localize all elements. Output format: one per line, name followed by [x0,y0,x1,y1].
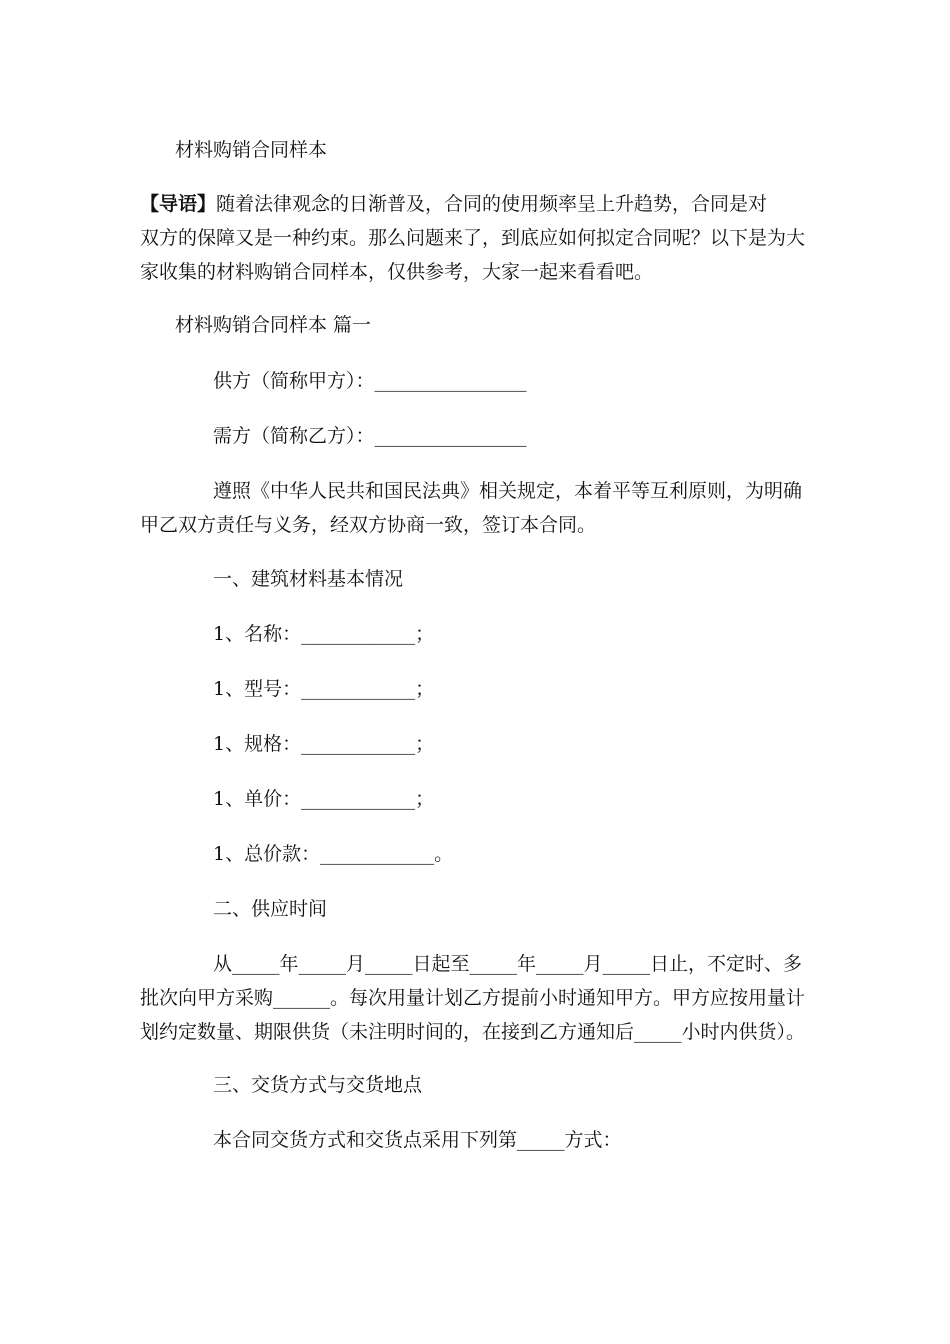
intro-line-1 [140,191,810,217]
clause3-heading: 三、交货方式与交货地点 [213,1074,423,1096]
document-title: 材料购销合同样本 [175,139,328,161]
clause1-item: 1、规格：____________； [213,733,435,755]
clause1-heading: 一、建筑材料基本情况 [213,568,404,590]
intro-line-1-text: 随着法律观念的日渐普及，合同的使用频率呈上升趋势，合同是对 [216,193,768,215]
preamble-line-1: 遵照《中华人民共和国民法典》相关规定，本着平等互利原则，为明确 [213,480,803,502]
clause1-item: 1、名称：____________； [213,623,435,645]
clause1-item: 1、总价款：____________。 [213,843,454,865]
clause2-heading: 二、供应时间 [213,898,328,920]
clause1-item: 1、型号：____________； [213,678,435,700]
intro-line-2: 双方的保障又是一种约束。那么问题来了，到底应如何拟定合同呢？以下是为大 [140,227,806,249]
clause2-line-2: 批次向甲方采购______。每次用量计划乙方提前小时通知甲方。甲方应按用量计 [140,987,806,1009]
preamble-line-2: 甲乙双方责任与义务，经双方协商一致，签订本合同。 [140,514,597,536]
clause2-line-1: 从_____年_____月_____日起至_____年_____月_____日止，不定时、多 [213,953,803,975]
section-title: 材料购销合同样本 篇一 [175,314,372,336]
intro-line-3: 家收集的材料购销合同样本，仅供参考，大家一起来看看吧。 [140,261,654,283]
demander-line: 需方（简称乙方）：________________ [213,425,527,447]
supplier-line: 供方（简称甲方）：________________ [213,370,527,392]
clause2-line-3: 划约定数量、期限供货（未注明时间的，在接到乙方通知后_____小时内供货）。 [140,1021,806,1043]
intro-lead: 【导语】 [140,193,217,215]
clause3-line-1: 本合同交货方式和交货点采用下列第_____方式： [213,1129,622,1151]
clause1-item: 1、单价：____________； [213,788,435,810]
